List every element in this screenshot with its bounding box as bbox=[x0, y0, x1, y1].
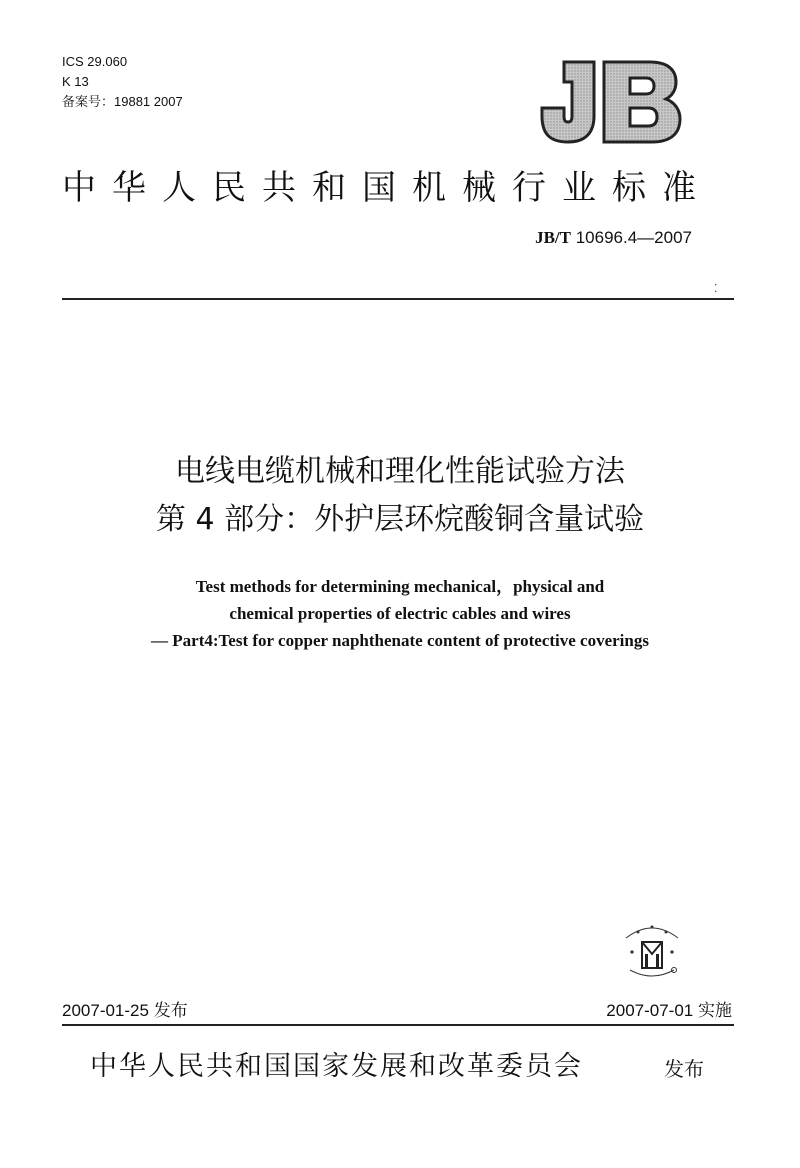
header-rule bbox=[62, 298, 734, 300]
issuer-name: 中华人民共和国国家发展和改革委员会 bbox=[90, 1051, 583, 1082]
implement-label: 实施 bbox=[698, 1001, 732, 1021]
standard-number-value: 10696.4—2007 bbox=[571, 228, 692, 247]
title-cn-line1: 电线电缆机械和理化性能试验方法 bbox=[175, 454, 625, 489]
standard-number bbox=[535, 228, 692, 248]
publisher-seal bbox=[612, 918, 692, 986]
footer-rule bbox=[62, 1024, 734, 1026]
issue-label: 发布 bbox=[153, 1001, 188, 1021]
issue-date: 2007-01-25 bbox=[62, 1001, 149, 1020]
implement-date-line bbox=[606, 1000, 732, 1022]
issuer-verb: 发布 bbox=[664, 1057, 704, 1081]
ics-code: ICS 29.060 bbox=[62, 54, 128, 69]
rule-mark: ⁚ bbox=[714, 282, 718, 295]
title-en-line3: — Part4:Test for copper naphthenate content of protective coverings bbox=[151, 631, 649, 650]
logo-text: JB bbox=[538, 58, 539, 59]
implement-date: 2007-07-01 bbox=[606, 1001, 694, 1020]
title-en-line1: Test methods for determining mechanical，physical and bbox=[195, 577, 605, 596]
issue-date-line bbox=[62, 1000, 188, 1022]
title-cn-line2: 第 4 部分：外护层环烷酸铜含量试验 bbox=[155, 502, 645, 537]
title-en-line2: chemical properties of electric cables and wires bbox=[229, 604, 571, 623]
filing-number: 备案号：19881 2007 bbox=[62, 94, 183, 109]
org-title: 中华人民共和国机械行业标准 bbox=[62, 168, 712, 208]
jb-logo bbox=[538, 58, 684, 144]
standard-number-prefix: JB/T bbox=[535, 228, 571, 247]
ccs-code: K 13 bbox=[62, 74, 89, 89]
